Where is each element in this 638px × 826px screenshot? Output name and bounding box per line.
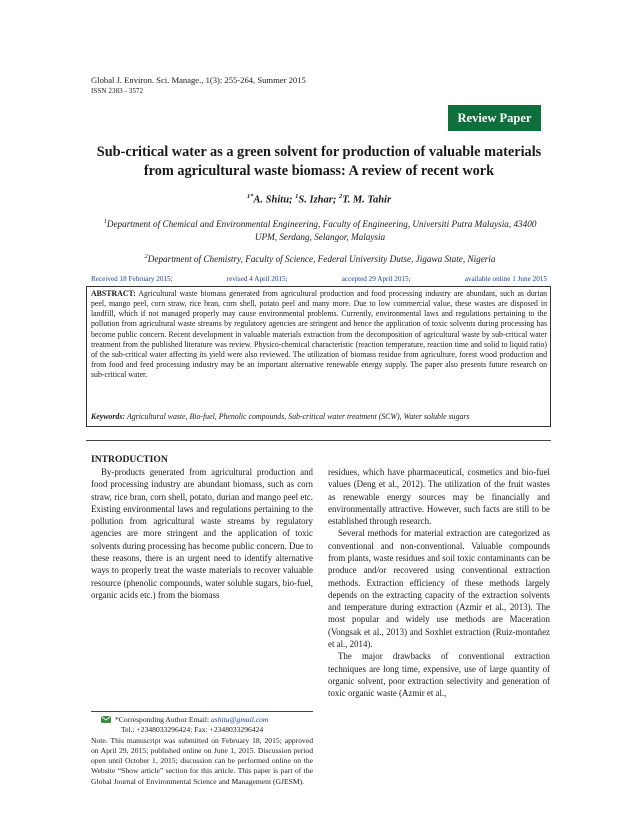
- journal-citation: Global J. Environ. Sci. Manage., 1(3): 255-264, Summer 2015: [91, 75, 306, 85]
- envelope-icon: [101, 716, 111, 723]
- section-heading-introduction: INTRODUCTION: [91, 454, 168, 465]
- affiliation-1-sup: 1: [103, 218, 107, 225]
- affiliation-1: [100, 215, 540, 244]
- keywords-label: Keywords:: [91, 412, 125, 421]
- keywords-text: Agricultural waste, Bio-fuel, Phenolic compounds, Sub-critical water treatment (SCW), Water soluble sugars: [126, 412, 470, 421]
- article-dates: [91, 274, 547, 284]
- affiliation-2-text: Department of Chemistry, Faculty of Science, Federal University Dutse, Jigawa State, Nigeria: [147, 254, 496, 265]
- date-online: available online 1 June 2015: [464, 275, 547, 283]
- corresponding-label: *Corresponding Author Email:: [115, 715, 211, 724]
- abstract-label: ABSTRACT:: [91, 289, 136, 298]
- author-2-sup: 1: [295, 193, 299, 200]
- abstract: [91, 289, 547, 380]
- author-phone: Tel.: +2348033296424; Fax: +2348033296424: [121, 725, 264, 735]
- author-1: A. Shitu;: [253, 194, 296, 206]
- manuscript-note: Note. This manuscript was submitted on February 18, 2015; approved on April 29, 2015; published online on June 1, 2015. Discussion period open until October 1, 2015; discussion can be performed online on the Website “Show article” section for this article. This paper is part of the Global Journal of Environmental Science and Management (GJESM).: [91, 735, 313, 786]
- review-paper-badge: Review Paper: [448, 105, 541, 131]
- date-revised: revised 4 April 2015;: [226, 275, 288, 283]
- affiliation-1-text: Department of Chemical and Environmental Engineering, Faculty of Engineering, Universiti Putra Malaysia, 43400 UPM, Serdang, Selangor, Malaysia: [106, 219, 537, 243]
- section-divider: [86, 440, 551, 441]
- affiliation-2: [100, 250, 540, 266]
- intro-paragraph-3: Several methods for material extraction are categorized as conventional and non-conventional. Valuable compounds from plants, waste residues and soil toxic contaminants can be produce and/or recovered using conventional extraction methods. Extraction efficiency of these methods largely depends on the extracting capacity of the extraction solvents and temperature during extraction (Azmir et al., 2013). The most popular and widely use methods are Maceration (Vongsak et al., 2013) and Soxhlet extraction (Ruiz-montañez et al., 2014).: [328, 528, 550, 649]
- footnote: [91, 715, 313, 787]
- abstract-text: Agricultural waste biomass generated from agricultural production and food processing industry are abundant, such as durian peel, mango peel, corn straw, rice bran, corn shell, potato peel and many more. Due to low commercial value, these wastes are disposed in landfill, which if not managed properly may cause environmental problems. Currently, environmental laws and regulations pertaining to the pollution from agricultural waste streams by regulatory agencies are stringent and hence the application of toxic solvents during processing has become public concern. Recent development in valuable materials extraction from the decomposition of agricultural waste by sub-critical water treatment from the published literature was review. Physico-chemical characteristic (reaction temperature, reaction time and solid to liquid ratio) of the sub-critical water affecting its yield were also reviewed. The utilization of biomass residue from agriculture, forest wood production and from food and feed processing industry may be an important alternative renewable energy supply. The paper also presents future research on sub-critical water.: [91, 289, 547, 379]
- left-column: [91, 453, 313, 601]
- author-3: T. M. Tahir: [342, 194, 392, 206]
- author-3-sup: 2: [338, 193, 343, 200]
- intro-paragraph-4: The major drawbacks of conventional extraction techniques are long time, expensive, use of large quantity of organic solvent, poor extraction selectivity and generation of toxic organic waste (Azmir et al.,: [328, 651, 550, 699]
- affiliation-2-sup: 2: [144, 253, 148, 260]
- author-list: [82, 190, 556, 208]
- footnote-divider: [91, 711, 313, 712]
- date-accepted: accepted 29 April 2015;: [341, 275, 411, 283]
- date-received: Received 18 February 2015;: [91, 275, 173, 283]
- corresponding-author: [91, 715, 313, 725]
- author-2: S. Izhar;: [298, 194, 339, 206]
- right-column: [328, 466, 550, 699]
- keywords: [91, 411, 547, 422]
- issn: ISSN 2383 - 3572: [91, 87, 144, 95]
- author-1-sup: 1*: [246, 193, 254, 200]
- article-title: Sub-critical water as a green solvent for production of valuable materials from agricultural waste biomass: A review of recent work: [96, 144, 542, 179]
- intro-paragraph-2: residues, which have pharmaceutical, cosmetics and bio-fuel values (Deng et al., 2012). The utilization of the fruit wastes as renewable energy sources may be financially and environmentally attractive. However, such facts are still to be established through research.: [328, 467, 550, 527]
- author-email-link[interactable]: ashitu@gmail.com: [210, 715, 269, 724]
- intro-paragraph-1: By-products generated from agricultural production and food processing industry are abundant biomass, such as corn straw, rice bran, corn shell, potato, durian and mango peel etc. Existing environmental laws and regulations pertaining to the pollution from agricultural waste streams by regulatory agencies are more stringent and the application of toxic solvents during processing has become public concern. Due to these reasons, there is an urgent need to identify alternative ways to properly treat the waste materials to recover valuable resource (phenolic compounds, water soluble sugars, bio-fuel, organic acids etc.) from the biomass: [91, 467, 313, 600]
